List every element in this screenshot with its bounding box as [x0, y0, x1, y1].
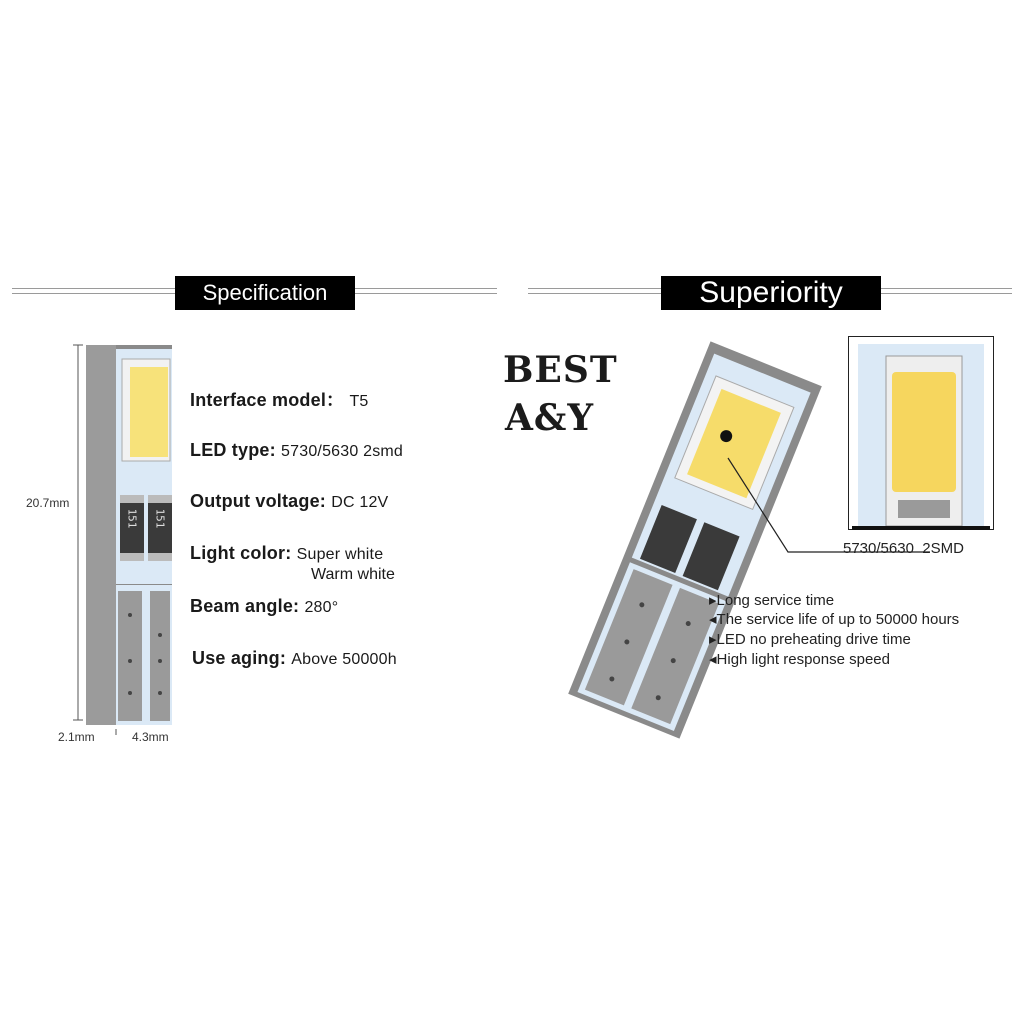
left-divider-line-right	[352, 288, 497, 294]
t5-bulb-front-view	[40, 335, 190, 735]
chip-label: 5730/5630 2SMD	[843, 540, 964, 557]
dimension-height: 20.7mm	[26, 496, 70, 510]
superiority-title: Superiority	[699, 276, 843, 309]
brand-logo-line1: BEST	[503, 349, 618, 391]
specification-title: Specification	[202, 280, 328, 305]
feature-item: ◂The service life of up to 50000 hours	[709, 611, 960, 628]
led-chip-closeup	[848, 336, 994, 536]
feature-item: ▸LED no preheating drive time	[709, 631, 911, 648]
dimension-depth: 2.1mm	[58, 730, 95, 744]
spec-light-color-alt: Warm white	[311, 566, 395, 583]
brand-logo-line2: A&Y	[505, 397, 595, 439]
spec-output-voltage: Output voltage: DC 12V	[190, 491, 389, 511]
resistor-label-right: 151	[153, 508, 167, 529]
spec-beam-angle: Beam angle: 280°	[190, 596, 339, 616]
right-divider-line-left	[528, 288, 663, 294]
dimension-width: 4.3mm	[132, 730, 169, 744]
superiority-banner	[661, 276, 881, 310]
spec-led-type: LED type: 5730/5630 2smd	[190, 440, 404, 460]
left-divider-line-left	[12, 288, 177, 294]
resistor-label-left: 151	[125, 508, 139, 529]
spec-light-color: Light color: Super white	[190, 543, 384, 563]
feature-item: ◂High light response speed	[709, 651, 890, 668]
feature-item: ▸Long service time	[709, 592, 835, 609]
spec-interface-model: Interface model： T5	[190, 390, 369, 410]
right-divider-line-right	[880, 288, 1012, 294]
specification-banner	[175, 276, 355, 310]
spec-use-aging: Use aging: Above 50000h	[192, 648, 397, 668]
